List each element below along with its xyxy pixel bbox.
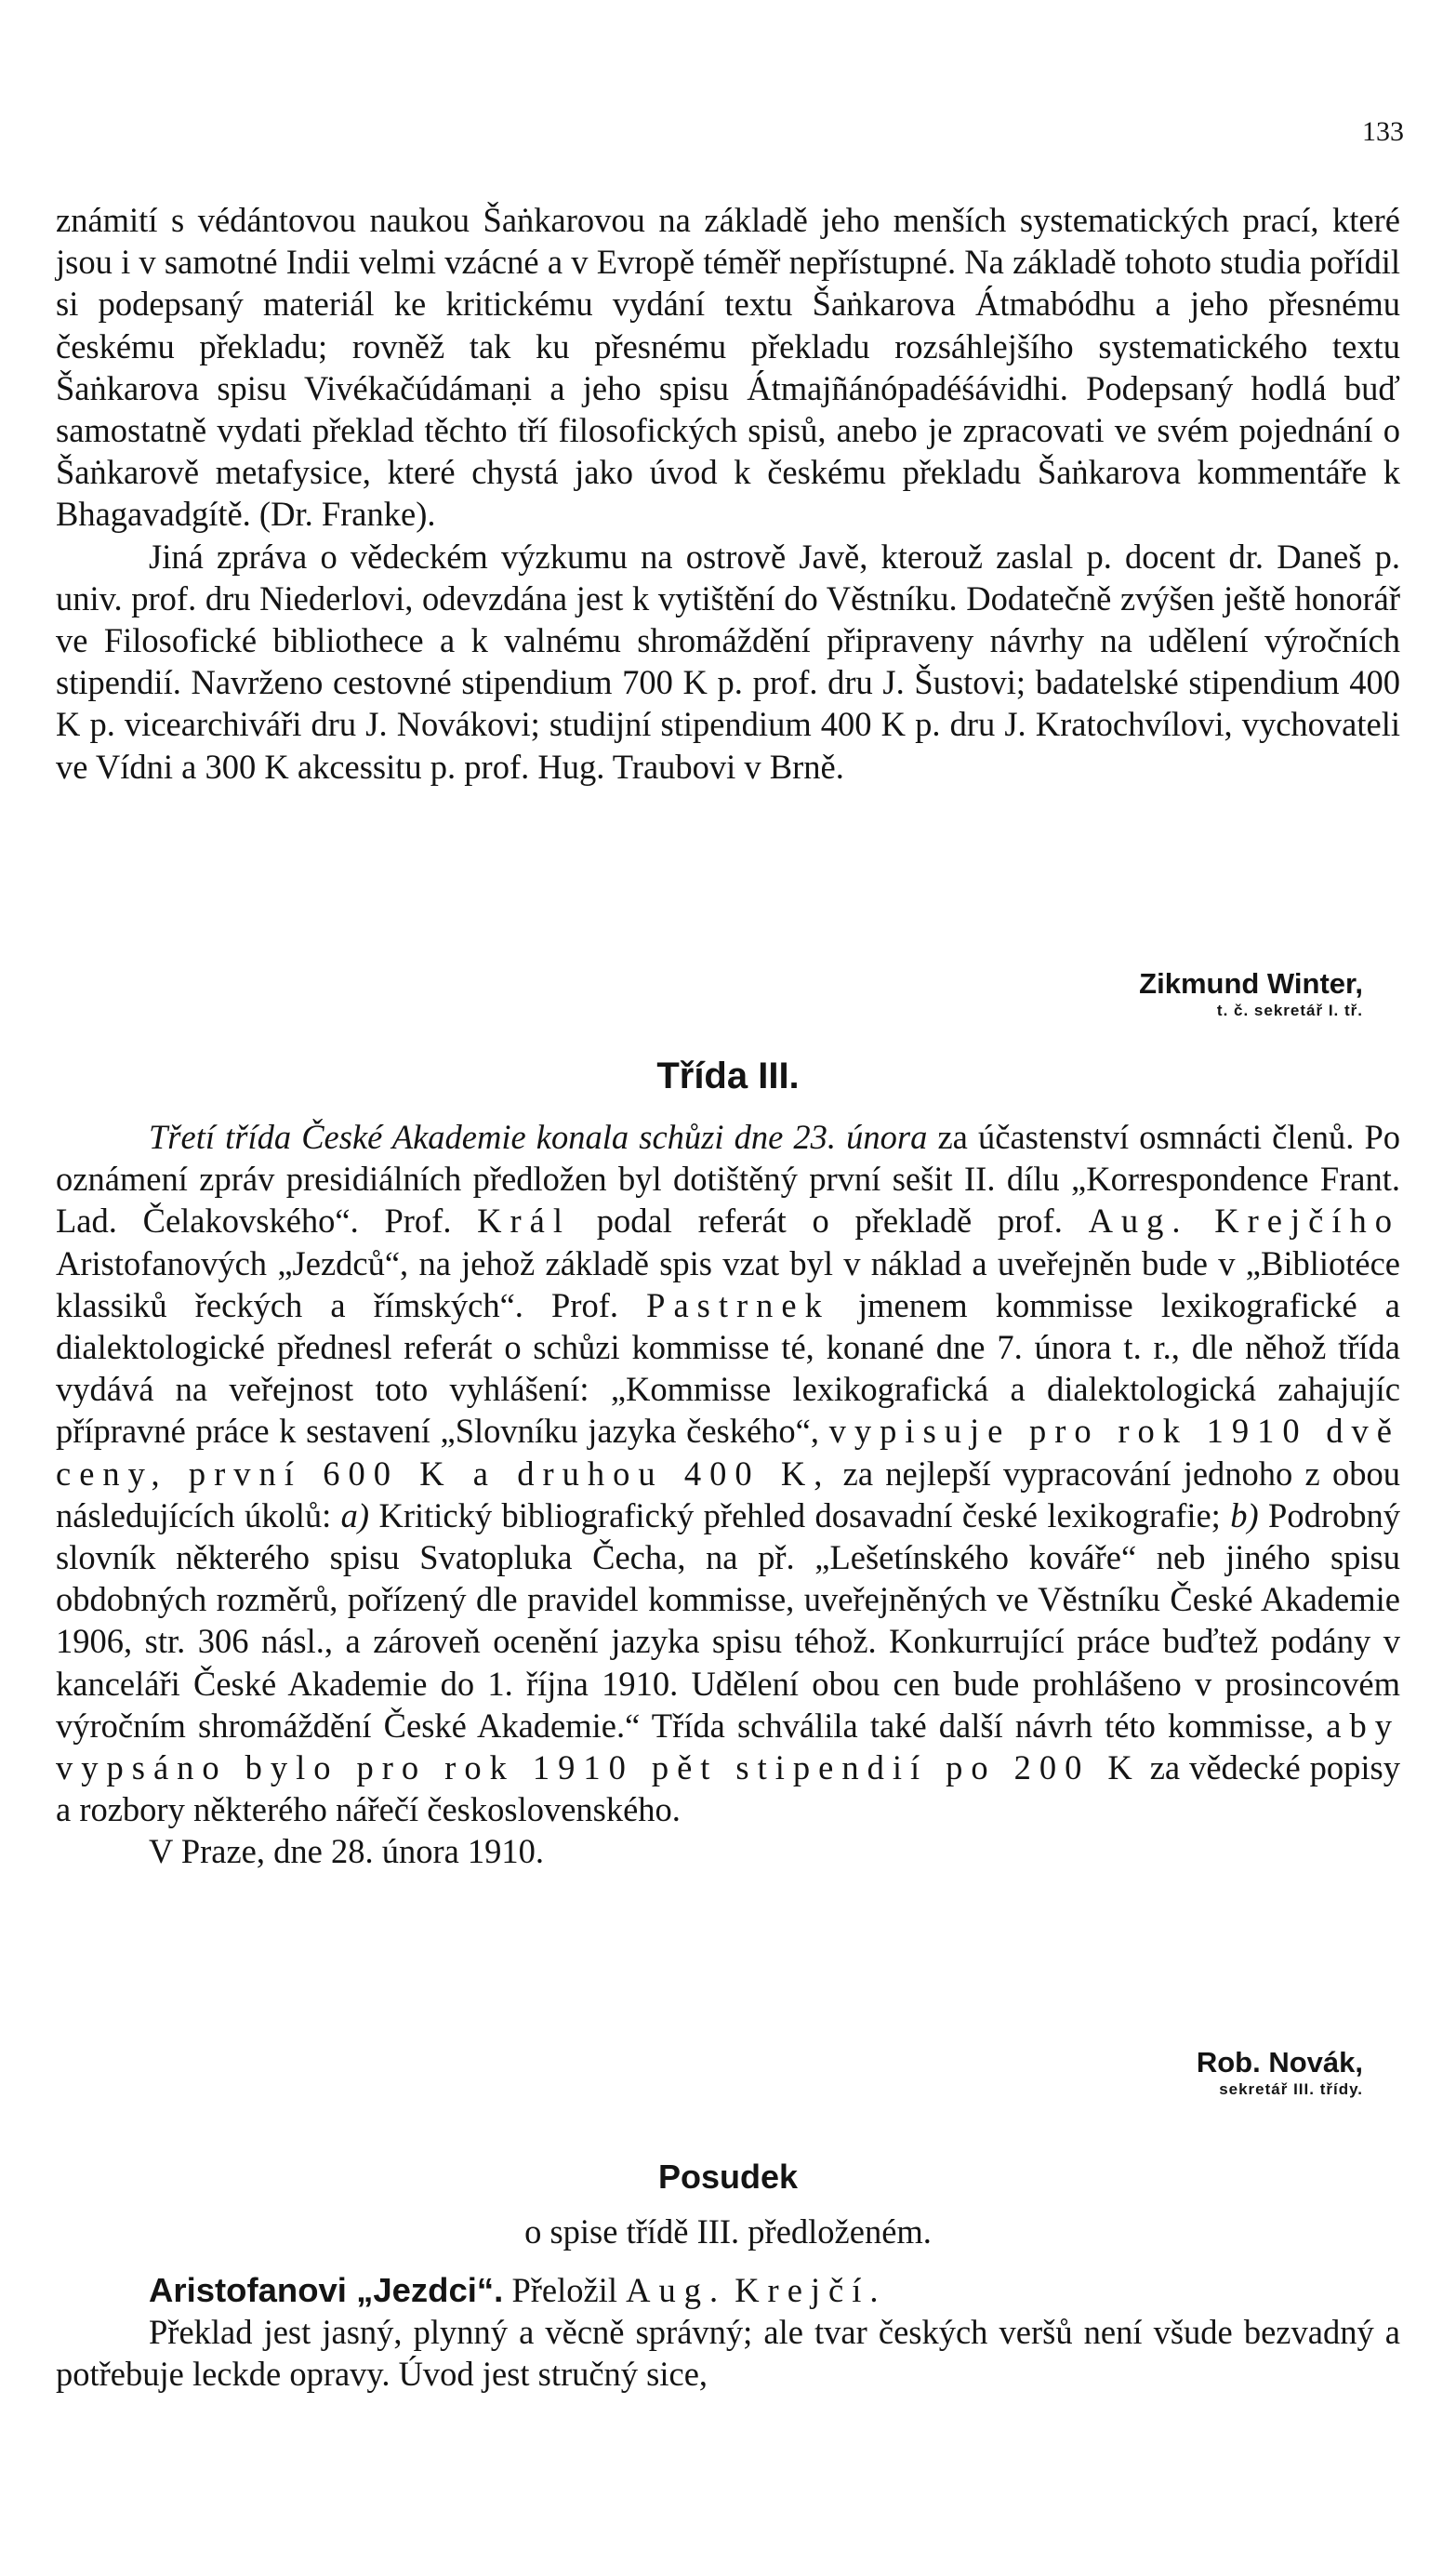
signature-name: Rob. Novák, [1196,2046,1363,2079]
paragraph-java-report: Jiná zpráva o vědeckém výzkumu na ostrově Javě, kterouž zaslal p. docent dr. Daneš p. univ. prof. dru Niederlovi, odevzdána jest k vytištění do Věstníku. Dodatečně zvýšen ještě honorář ve Filosofické bibliothece a k valnému shromáždění připraveny návrhy na udělení výročních stipendií. Navrženo cestovné stipendium 700 K p. prof. dru J. Šustovi; badatelské stipendium 400 K p. vicearchiváři dru J. Novákovi; studijní stipendium 400 K p. dru J. Kratochvílovi, vychovateli ve Vídni a 300 K akcessitu p. prof. Hug. Traubovi v Brně. [56,537,1400,786]
section-heading-posudek: Posudek [657,2158,799,2196]
posudek-subheading: o spise třídě III. předloženém. [524,2212,932,2251]
name-krejci: Krejčího [1214,1202,1400,1241]
class-iii-report [56,1116,1400,1873]
date-line: V Praze, dne 28. února 1910. [149,1832,545,1871]
signature-role: t. č. sekretář I. tř. [1216,1002,1363,1019]
signature-winter [1139,967,1363,1021]
session-intro: Třetí třída České Akademie konala schůzi dne 23. února [149,1118,928,1156]
signature-role: sekretář III. třídy. [1219,2080,1363,2098]
section-heading-trida-iii: Třída III. [656,1056,800,1096]
paragraph-session: Třetí třída České Akademie konala schůzi dne 23. února za účastenství osmnácti členů. Po oznámení zpráv presidiálních předložen byl dotištěný první sešit II. dílu „Korrespondence Frant. Lad. Čelakovského“. Prof. Král podal referát o překladě prof. Aug. Krejčího Aristofanových „Jezdců“, na jehož základě spis vzat byl v náklad a uveřejněn bude v „Bibliotéce klassiků řeckých a římských“. Prof. Pastrnek jmenem kommisse lexikografické a dialektologické přednesl referát o schůzi kommisse té, konané dne 7. února t. r., dle něhož třída vydává na veřejnost toto vyhlášení: „Kommisse lexikografická a dialektologická zahajujíc přípravné práce k sestavení „Slovníku jazyka českého“, vypisuje pro rok 1910 dvě ceny, první 600 K a druhou 400 K, za nejlepší vypracování jednoho z obou následujících úkolů: a) Kritický bibliografický přehled dosavadní české lexikografie; b) Podrobný slovník některého spisu Svatopluka Čecha, na př. „Lešetínského kováře“ neb jiného spisu obdobných rozměrů, pořízený dle pravidel kommisse, uveřejněných ve Věstníku České Akademie 1906, str. 306 násl., a zároveň ocenění jazyka spisu téhož. Konkurrující práce buďtež podány v kanceláři České Akademie do 1. října 1910. Udělení obou cen bude prohlášeno v prosincovém výročním shromáždění České Akademie.“ Třída schválila také další návrh této kommisse, aby vypsáno bylo pro rok 1910 pět stipendií po 200 K za vědecké popisy a rozbory některého nářečí československého. [56,1118,1401,1829]
posudek-text [56,2269,1400,2396]
review-paragraph: Překlad jest jasný, plynný a věcně správný; ale tvar českých veršů není všude bezvadný a potřebuje leckde opravy. Úvod jest stručný sice, [56,2313,1400,2394]
signature-name: Zikmund Winter, [1139,967,1363,1000]
name-pastrnek: Pastrnek [646,1285,830,1324]
paragraph-sankara: známití s védántovou naukou Šaṅkarovou na základě jeho menších systematických prací, které jsou i v samotné Indii velmi vzácné a v Evropě téměř nepřístupné. Na základě tohoto studia pořídil si podepsaný materiál ke kritickému vydání textu Šaṅkarova Átmabódhu a jeho přesnému českému překladu; rovněž tak ku přesnému překladu rozsáhlejšího systematického textu Šaṅkarova spisu Vivékačúdámaṇi a jeho spisu Átmajñánópadéśávidhi. Podepsaný hodlá buď samostatně vydati překlad těchto tří filosofických spisů, anebo je zpracovati ve svém pojednání o Šaṅkarově metafysice, které chystá jako úvod k českému překladu Šaṅkarova kommentáře k Bhagavadgítě. (Dr. Franke). [56,201,1400,534]
page-number: 133 [1362,116,1404,147]
reviewed-work: Aristofanovi „Jezdci“. Přeložil Aug. Krejčí. [149,2271,887,2309]
stipend-announcement: aby vypsáno bylo pro rok 1910 pět stipendií po 200 K [56,1706,1400,1787]
prize-announcement: vypisuje pro rok 1910 dvě ceny, první 600 K a druhou 400 K, [56,1412,1400,1493]
signature-novak [1197,2046,1363,2100]
report-text-block [56,199,1400,788]
name-kral: Král [477,1202,572,1241]
work-title: Aristofanovi „Jezdci“. [149,2271,504,2309]
translator-name: Krejčí. [735,2271,887,2309]
